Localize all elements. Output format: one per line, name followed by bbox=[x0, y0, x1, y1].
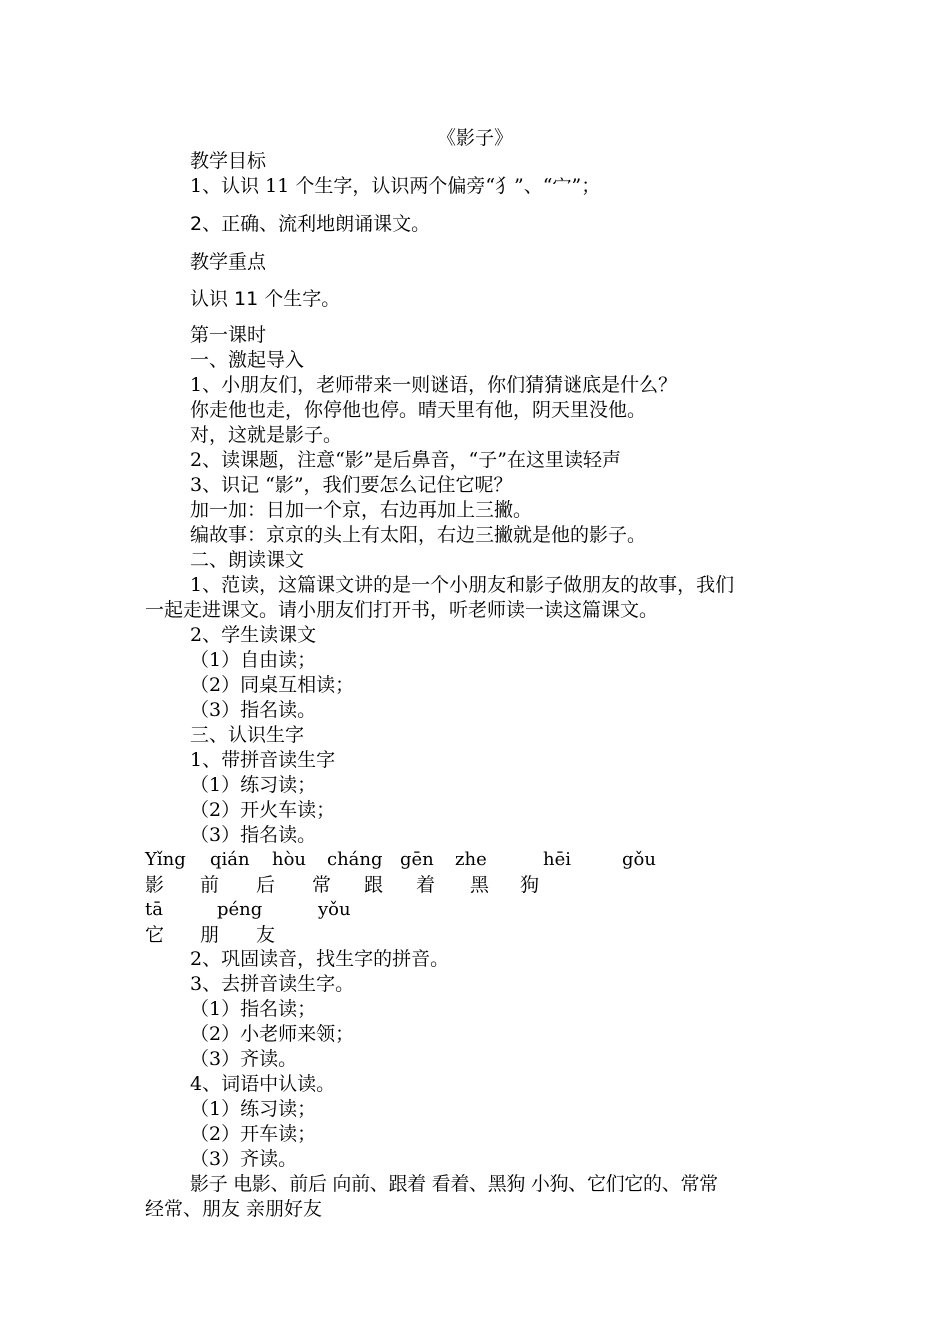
char-chang: 常 bbox=[312, 874, 332, 896]
section-3-line-12: （2）开车读； bbox=[190, 1123, 317, 1145]
section-3-line-10: 4、词语中认读。 bbox=[190, 1073, 336, 1095]
pinyin-gen: gēn bbox=[400, 849, 434, 870]
lesson-heading: 第一课时 bbox=[190, 324, 267, 346]
focus-text: 认识 11 个生字。 bbox=[190, 288, 341, 310]
goal-2: 2、正确、流利地朗诵课文。 bbox=[190, 213, 431, 235]
section-2-line-1b: 一起走进课文。请小朋友们打开书，听老师读一读这篇课文。 bbox=[145, 599, 659, 621]
char-qian: 前 bbox=[200, 874, 220, 896]
section-2-line-1a: 1、范读，这篇课文讲的是一个小朋友和影子做朋友的故事，我们 bbox=[190, 574, 735, 596]
section-3-line-2: （1）练习读； bbox=[190, 774, 317, 796]
char-ta: 它 bbox=[145, 924, 165, 946]
char-peng: 朋 bbox=[200, 924, 220, 946]
pinyin-hou: hòu bbox=[272, 849, 307, 870]
section-1-line-1: 1、小朋友们，老师带来一则谜语，你们猜猜谜底是什么？ bbox=[190, 374, 678, 396]
section-1-line-4: 2、读课题，注意“影”是后鼻音，“子”在这里读轻声 bbox=[190, 449, 621, 471]
section-1-line-5: 3、识记 “影”，我们要怎么记住它呢？ bbox=[190, 474, 513, 496]
section-3-line-3: （2）开火车读； bbox=[190, 799, 336, 821]
section-2-line-5: （3）指名读。 bbox=[190, 699, 317, 721]
words-line-a: 影子 电影、前后 向前、跟着 看着、黑狗 小狗、它们它的、常常 bbox=[190, 1173, 718, 1195]
pinyin-qian: qián bbox=[210, 849, 250, 870]
pinyin-gou: gǒu bbox=[622, 849, 656, 870]
focus-heading: 教学重点 bbox=[190, 251, 267, 273]
words-line-b: 经常、朋友 亲朋好友 bbox=[145, 1198, 323, 1220]
pinyin-you: yǒu bbox=[318, 899, 351, 920]
section-3-line-1: 1、带拼音读生字 bbox=[190, 749, 336, 771]
pinyin-hei: hēi bbox=[543, 849, 572, 870]
section-1-heading: 一、激起导入 bbox=[190, 349, 305, 371]
char-hei: 黑 bbox=[470, 874, 490, 896]
section-1-line-2: 你走他也走，你停他也停。晴天里有他，阴天里没他。 bbox=[190, 399, 647, 421]
char-hou: 后 bbox=[256, 874, 276, 896]
section-3-line-11: （1）练习读； bbox=[190, 1098, 317, 1120]
goals-heading: 教学目标 bbox=[190, 150, 267, 172]
goal-1: 1、认识 11 个生字，认识两个偏旁“犭”、“宀”； bbox=[190, 175, 601, 197]
section-3-line-13: （3）齐读。 bbox=[190, 1148, 298, 1170]
section-3-line-7: （1）指名读； bbox=[190, 998, 317, 1020]
section-3-line-4: （3）指名读。 bbox=[190, 824, 317, 846]
section-3-line-5: 2、巩固读音，找生字的拼音。 bbox=[190, 948, 450, 970]
char-gou: 狗 bbox=[520, 874, 540, 896]
section-3-line-6: 3、去拼音读生字。 bbox=[190, 973, 355, 995]
section-1-line-6: 加一加：日加一个京，右边再加上三撇。 bbox=[190, 499, 533, 521]
section-1-line-3: 对，这就是影子。 bbox=[190, 424, 343, 446]
pinyin-peng: péng bbox=[217, 899, 263, 920]
section-3-heading: 三、认识生字 bbox=[190, 724, 305, 746]
pinyin-chang: cháng bbox=[327, 849, 383, 870]
section-3-line-8: （2）小老师来领； bbox=[190, 1023, 355, 1045]
char-gen: 跟 bbox=[364, 874, 384, 896]
pinyin-ta: tā bbox=[145, 899, 163, 920]
pinyin-zhe: zhe bbox=[455, 849, 487, 870]
char-zhe: 着 bbox=[416, 874, 436, 896]
section-2-line-2: 2、学生读课文 bbox=[190, 624, 317, 646]
section-3-line-9: （3）齐读。 bbox=[190, 1048, 298, 1070]
section-2-line-4: （2）同桌互相读； bbox=[190, 674, 355, 696]
section-2-line-3: （1）自由读； bbox=[190, 649, 317, 671]
document-title: 《影子》 bbox=[436, 127, 513, 149]
section-2-heading: 二、朗读课文 bbox=[190, 549, 305, 571]
char-ying: 影 bbox=[145, 874, 165, 896]
char-you: 友 bbox=[256, 924, 276, 946]
pinyin-ying: Yǐng bbox=[145, 849, 186, 870]
section-1-line-7: 编故事：京京的头上有太阳，右边三撇就是他的影子。 bbox=[190, 524, 647, 546]
